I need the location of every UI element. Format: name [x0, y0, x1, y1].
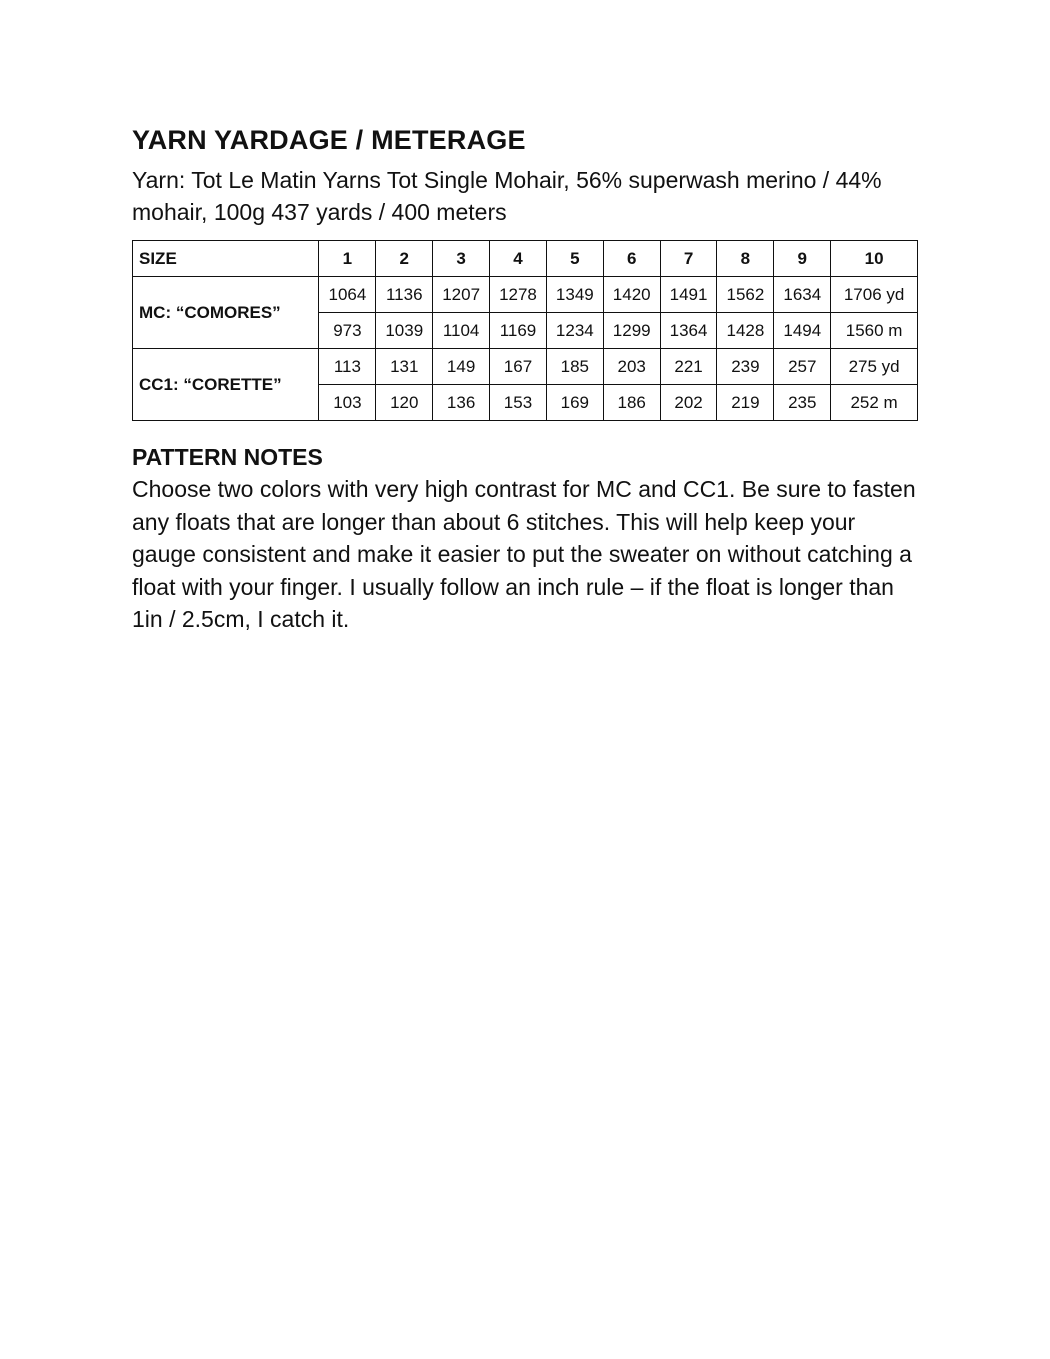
- table-cell: 275 yd: [831, 349, 918, 385]
- table-cell: 239: [717, 349, 774, 385]
- table-cell: 136: [433, 385, 490, 421]
- table-cell: 120: [376, 385, 433, 421]
- size-header-cell: 4: [490, 241, 547, 277]
- table-header-row: [133, 241, 918, 277]
- cc1-label: CC1: “CORETTE”: [133, 349, 319, 421]
- table-cell: 1234: [546, 313, 603, 349]
- yarn-description: Yarn: Tot Le Matin Yarns Tot Single Mohair, 56% superwash merino / 44% mohair, 100g 437 yards / 400 meters: [132, 167, 882, 225]
- table-cell: 257: [774, 349, 831, 385]
- size-header-cell: 2: [376, 241, 433, 277]
- table-cell: 219: [717, 385, 774, 421]
- table-cell: 1299: [603, 313, 660, 349]
- size-header-cell: 6: [603, 241, 660, 277]
- size-header-cell: 7: [660, 241, 717, 277]
- table-cell: 113: [319, 349, 376, 385]
- size-header: SIZE: [133, 241, 319, 277]
- table-cell: 185: [546, 349, 603, 385]
- table-cell: 1562: [717, 277, 774, 313]
- table-cell: 1349: [546, 277, 603, 313]
- table-cell: 1706 yd: [831, 277, 918, 313]
- table-cell: 149: [433, 349, 490, 385]
- table-cell: 973: [319, 313, 376, 349]
- table-cell: 235: [774, 385, 831, 421]
- table-cell: 1428: [717, 313, 774, 349]
- table-cell: 1278: [490, 277, 547, 313]
- table-cell: 1494: [774, 313, 831, 349]
- table-cell: 221: [660, 349, 717, 385]
- table-cell: 202: [660, 385, 717, 421]
- table-cell: 1039: [376, 313, 433, 349]
- table-cell: 1491: [660, 277, 717, 313]
- yardage-table: [132, 240, 918, 421]
- page: [132, 120, 922, 636]
- pattern-notes-title: PATTERN NOTES: [132, 444, 323, 470]
- table-cell: 131: [376, 349, 433, 385]
- table-cell: 153: [490, 385, 547, 421]
- table-cell: 169: [546, 385, 603, 421]
- size-header-cell: 8: [717, 241, 774, 277]
- table-row: [133, 349, 918, 385]
- table-cell: 1169: [490, 313, 547, 349]
- table-cell: 203: [603, 349, 660, 385]
- size-header-cell: 1: [319, 241, 376, 277]
- size-header-cell: 3: [433, 241, 490, 277]
- size-header-cell: 9: [774, 241, 831, 277]
- table-cell: 167: [490, 349, 547, 385]
- table-cell: 252 m: [831, 385, 918, 421]
- table-cell: 1560 m: [831, 313, 918, 349]
- table-cell: 1364: [660, 313, 717, 349]
- size-header-cell: 5: [546, 241, 603, 277]
- table-cell: 1064: [319, 277, 376, 313]
- table-cell: 1104: [433, 313, 490, 349]
- pattern-notes-body: Choose two colors with very high contrast for MC and CC1. Be sure to fasten any floats that are longer than about 6 stitches. This will help keep your gauge consistent and make it easier to put the sweater on without catching a float with your finger. I usually follow an inch rule – if the float is longer than 1in / 2.5cm, I catch it.: [132, 476, 916, 632]
- table-row: [133, 277, 918, 313]
- table-cell: 1207: [433, 277, 490, 313]
- yardage-title: YARN YARDAGE / METERAGE: [132, 125, 526, 155]
- table-cell: 1634: [774, 277, 831, 313]
- table-cell: 1420: [603, 277, 660, 313]
- size-header-cell: 10: [831, 241, 918, 277]
- mc-label: MC: “COMORES”: [133, 277, 319, 349]
- table-cell: 1136: [376, 277, 433, 313]
- table-cell: 103: [319, 385, 376, 421]
- table-cell: 186: [603, 385, 660, 421]
